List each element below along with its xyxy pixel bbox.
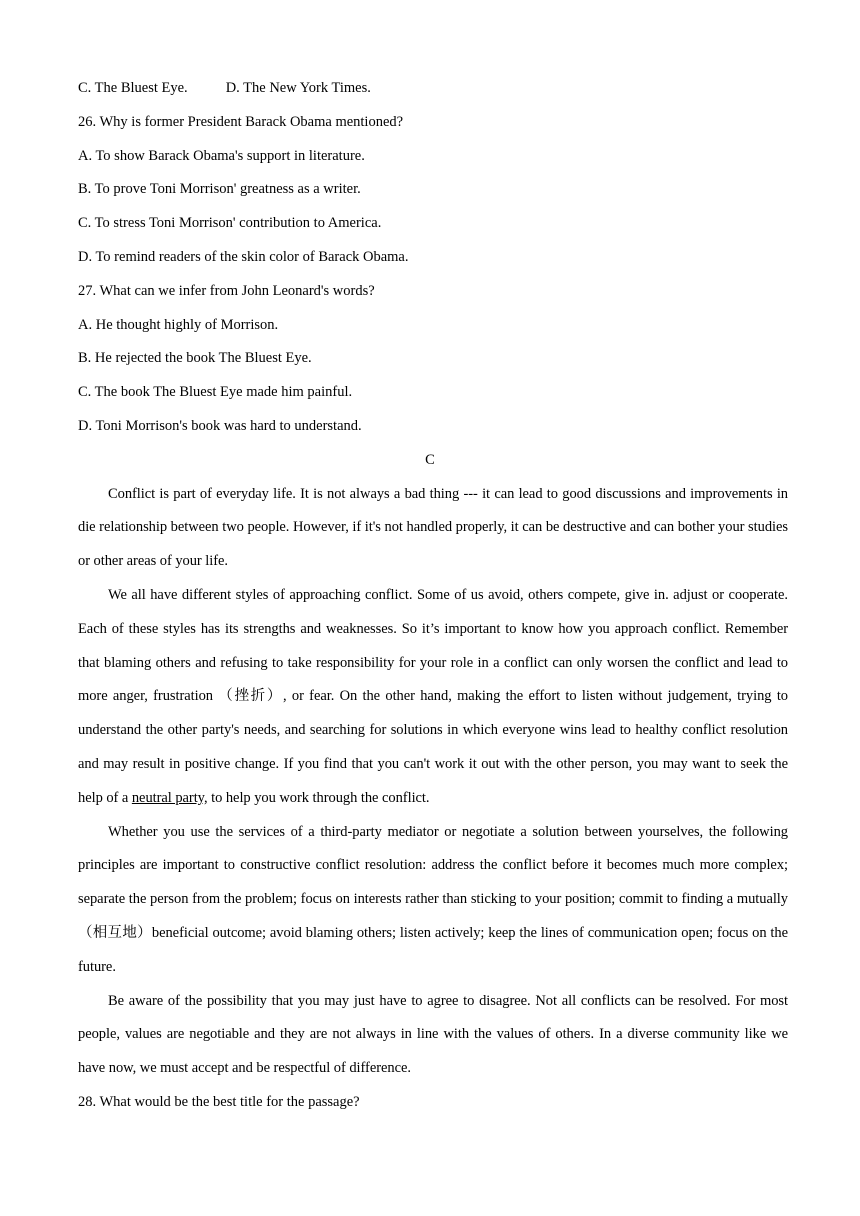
q27-option-d: D. Toni Morrison's book was hard to understand.: [78, 417, 362, 434]
passage-paragraph-1: Conflict is part of everyday life. It is not always a bad thing --- it can lead to good discussions and improvements in die relationship between two people. However, if it's not handled properly, it can be destructive and can bother your studies or other areas of your life.: [78, 485, 788, 570]
q27-option-c: C. The book The Bluest Eye made him painful.: [78, 384, 353, 401]
passage-paragraph-4: Be aware of the possibility that you may just have to agree to disagree. Not all conflicts can be resolved. For most people, values are negotiable and they are not always in line with the values of others. In a diverse community like we have now, we must accept and be respectful of difference.: [78, 992, 788, 1077]
q27-option-a: A. He thought highly of Morrison.: [78, 316, 279, 333]
q26-option-d: D. To remind readers of the skin color of Barack Obama.: [78, 248, 409, 265]
q26-option-c: C. To stress Toni Morrison' contribution to America.: [78, 215, 382, 232]
q28-question: 28. What would be the best title for the passage?: [78, 1093, 360, 1110]
document-content: [78, 72, 788, 1120]
q26-question: 26. Why is former President Barack Obama mentioned?: [78, 113, 404, 130]
passage-paragraph-2: [78, 579, 788, 816]
q25-option-d: D. The New York Times.: [225, 80, 371, 96]
q27-question: 27. What can we infer from John Leonard's words?: [78, 282, 375, 299]
passage-paragraph-3: Whether you use the services of a third-party mediator or negotiate a solution between yourselves, the following principles are important to constructive conflict resolution: address the conflict before it becomes much more complex; separate the person from the problem; focus on interests rather than sticking to your position; commit to finding a mutually （相互地）beneficial outcome; avoid blaming others; listen actively; keep the lines of communication open; focus on the future.: [78, 823, 788, 975]
paragraph-2-text: We all have different styles of approaching conflict. Some of us avoid, others compete, give in. adjust or cooperate. Each of these styles has its strengths and weaknesses. So it’s important to know how you approach conflict. Remember that blaming others and refusing to take responsibility for your role in a conflict can only worsen the conflict and lead to more anger, frustration （挫折）, or fear. On the other hand, making the effort to listen without judgement, trying to understand the other party's needs, and searching for solutions in which everyone wins lead to healthy conflict resolution and may result in positive change. If you find that you can't work it out with the other person, you may want to seek the help of a: [78, 586, 788, 806]
paragraph-2-ending: to help you work through the conflict.: [207, 789, 430, 806]
q26-option-a: A. To show Barack Obama's support in literature.: [78, 147, 365, 164]
section-c-heading: C: [425, 451, 435, 468]
q25-option-c: C. The Bluest Eye.: [78, 80, 188, 96]
q27-option-b: B. He rejected the book The Bluest Eye.: [78, 350, 312, 367]
underlined-phrase: neutral party,: [131, 789, 208, 806]
q26-option-b: B. To prove Toni Morrison' greatness as a writer.: [78, 181, 361, 198]
q25-options-row: [78, 72, 788, 106]
